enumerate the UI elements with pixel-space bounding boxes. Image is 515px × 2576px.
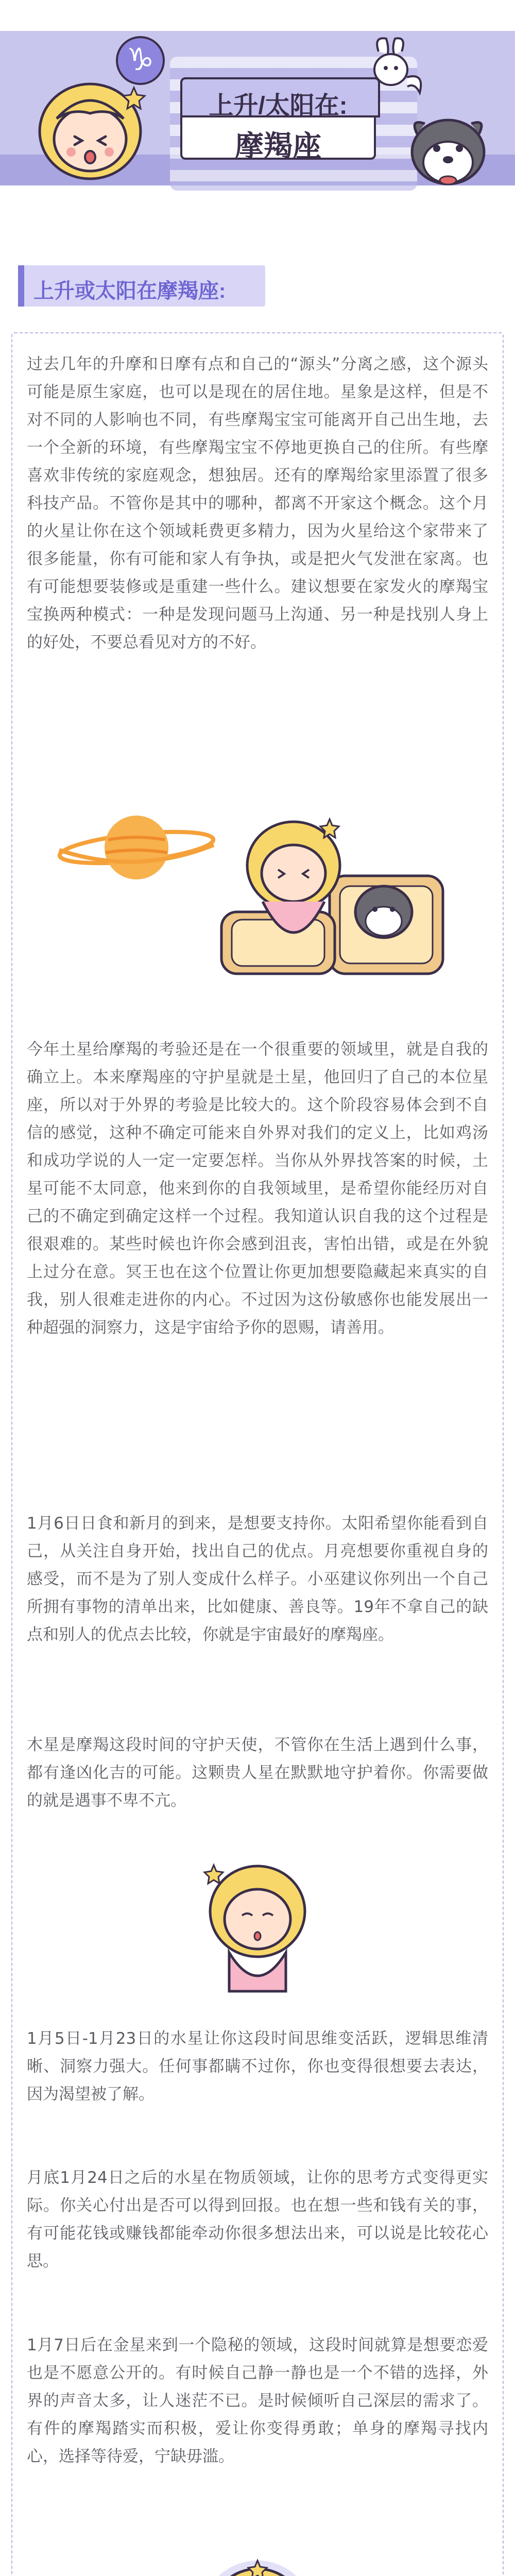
title-line-2: 摩羯座: [235, 130, 321, 162]
capricorn-symbol-icon: ♑: [116, 36, 165, 85]
dog-illustration: [402, 103, 494, 191]
section-heading-accent-bar: [18, 265, 24, 307]
paragraph: 今年土星给摩羯的考验还是在一个很重要的领域里，就是自我的确立上。本来摩羯座的守护星就是土星，他回归了自己的本位星座，所以对于外界的考验是比较大的。这个阶段容易体会到不自信的感觉，这种不确定可能来自外界对我们的定义上，比如鸡汤和成功学说的人一定一定要怎样。当你从外界找答案的时候，土星可能不太同意，他来到你的自我领域里，是希望你能经历对自己的不确定到确定这样一个过程。我知道认识自我的这个过程是很艰难的。某些时候也许你会感到沮丧，害怕出错，或是在外貌上过分在意。冥王也在这个位置让你更加想要隐藏起来真实的自我，别人很难走进你的内心。不过因为这份敏感你也能发展出一种超强的洞察力，这是宇宙给予你的恩赐，请善用。: [27, 1040, 488, 1337]
paragraph: 木星是摩羯这段时间的守护天使，不管你在生活上遇到什么事，都有逢凶化吉的可能。这颗贵人星在默默地守护着你。你需要做的就是遇事不卑不亢。: [27, 1736, 488, 1810]
girl-and-dog-illustration: [206, 809, 453, 979]
section-heading: [18, 265, 265, 307]
paragraph: 1月5日-1月23日的水星让你这段时间思维变活跃，逻辑思维清晰、洞察力强大。任何事都瞒不过你，你也变得很想要去表达，因为渴望被了解。: [27, 2029, 488, 2104]
paragraph: 1月7日后在金星来到一个隐秘的领域，这段时间就算是想要恋爱也是不愿意公开的。有时候自己静一静也是一个不错的选择，外界的声音太多，让人迷茫不已。是时候倾听自己深层的需求了。有件的摩羯踏实而积极，爱让你变得勇敢；单身的摩羯寻找内心，选择等待爱，宁缺毋滥。: [27, 2336, 488, 2466]
paragraph: 月底1月24日之后的水星在物质领域，让你的思考方式变得更实际。你关心付出是否可以得到回报。也在想一些和钱有关的事，有可能花钱或赚钱都能牵动你很多想法出来，可以说是比较花心思。: [27, 2168, 488, 2270]
title-card: [180, 77, 376, 160]
girl-blowing-kiss-illustration: [193, 1850, 322, 1994]
title-line-1: 上升/太阳在:: [209, 92, 348, 120]
saturn-planet-illustration: [57, 804, 216, 891]
section-heading-text: 上升或太阳在摩羯座:: [33, 280, 226, 302]
footer-girl-avatar-illustration: [193, 2550, 322, 2576]
paragraph: 过去几年的升摩和日摩有点和自己的“源头”分离之感，这个源头可能是原生家庭，也可以是现在的居住地。星象是这样，但是不对不同的人影响也不同，有些摩羯宝宝可能离开自己出生地，去一个全新的环境，有些摩羯宝宝不停地更换自己的住所。有些摩喜欢非传统的家庭观念，想独居。还有的摩羯给家里添置了很多科技产品。不管你是其中的哪种，都离不开家这个概念。这个月的火星让你在这个领域耗费更多精力，因为火星给这个家带来了很多能量，你有可能和家人有争执，或是把火气发泄在家离。也有可能想要装修或是重建一些什么。建议想要在家发火的摩羯宝宝换两种模式：一种是发现问题马上沟通、另一种是找别人身上的好处，不要总看见对方的不好。: [27, 355, 488, 652]
paragraph: 1月6日日食和新月的到来，是想要支持你。太阳希望你能看到自己，从关注自身开始，找出自己的优点。月亮想要你重视自身的感受，而不是为了别人变成什么样子。小巫建议你列出一个自己所拥有事物的清单出来，比如健康、善良等。19年不拿自己的缺点和别人的优点去比较，你就是宇宙最好的摩羯座。: [27, 1514, 488, 1644]
header-banner: [0, 0, 515, 227]
girl-illustration: [31, 72, 149, 185]
